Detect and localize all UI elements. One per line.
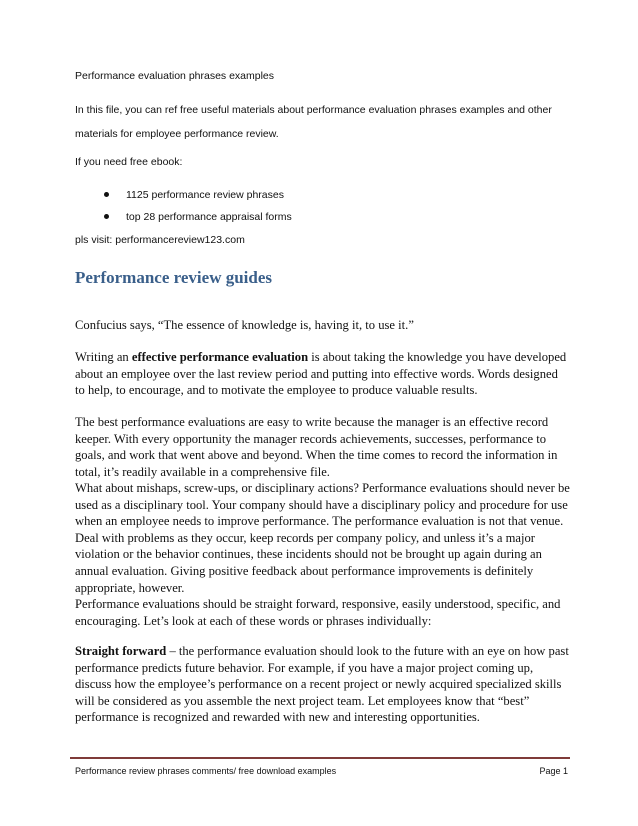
list-item-label: top 28 performance appraisal forms: [126, 211, 292, 223]
paragraph-bold: effective performance evaluation: [131, 350, 309, 364]
paragraph: Performance evaluations should be straight forward, responsive, easily understood, specific, and encouraging. Let’s look at each of these words or phrases individually:: [75, 597, 561, 628]
paragraph: [75, 643, 570, 726]
paragraph-text: is about taking the knowledge you have developed about an employee over the last review period and putting into effective words. Words designed to help, to encourage, and to motivate the employee to produce valuable results.: [75, 350, 567, 398]
paragraph: [75, 349, 570, 399]
section-heading: Performance review guides: [75, 268, 273, 287]
intro-text-line: materials for employee performance review.: [75, 128, 279, 140]
intro-title: Performance evaluation phrases examples: [75, 70, 275, 82]
paragraph: The best performance evaluations are easy to write because the manager is an effective record keeper. With every opportunity the manager records achievements, successes, performance to goals, and work that went above and beyond. When the time comes to record the information in total, it’s readily available in a comprehensive file.: [75, 415, 558, 479]
list-item-label: 1125 performance review phrases: [126, 189, 284, 201]
footer-divider: [70, 757, 570, 759]
ebook-list: [104, 184, 292, 228]
quote-paragraph: Confucius says, “The essence of knowledge is, having it, to use it.”: [75, 318, 414, 332]
paragraph-bold: Straight forward: [75, 644, 167, 658]
ebook-label: If you need free ebook:: [75, 156, 183, 168]
page-number: Page 1: [539, 766, 568, 776]
paragraph: What about mishaps, screw-ups, or disciplinary actions? Performance evaluations should never be used as a disciplinary tool. Your company should have a disciplinary policy and procedure for use when an employee needs to improve performance. The performance evaluation is not that venue. Deal with problems as they occur, keep records per company policy, and unless it’s a major violation or the behavior continues, these incidents should not be brought up again during an annual evaluation. Giving positive feedback about performance improvements is definitely appropriate, however.: [75, 481, 570, 595]
intro-text-line: In this file, you can ref free useful materials about performance evaluation phrases examples and other: [75, 104, 552, 116]
list-item: [104, 184, 292, 206]
bullet-icon: [104, 192, 109, 197]
visit-link-text: pls visit: performancereview123.com: [75, 234, 245, 246]
paragraph-text: – the performance evaluation should look to the future with an eye on how past performance predicts future behavior. For example, if you have a major project coming up, discuss how the employee’s performance on a recent project or newly acquired specialized skills will be considered as you assemble the next project team. Let employees know that “best” performance is recognized and rewarded with new and interesting opportunities.: [75, 644, 569, 725]
footer-title: Performance review phrases comments/ free download examples: [75, 766, 337, 776]
bullet-icon: [104, 214, 109, 219]
list-item: [104, 206, 292, 228]
paragraph-lead: Writing an: [75, 350, 132, 364]
